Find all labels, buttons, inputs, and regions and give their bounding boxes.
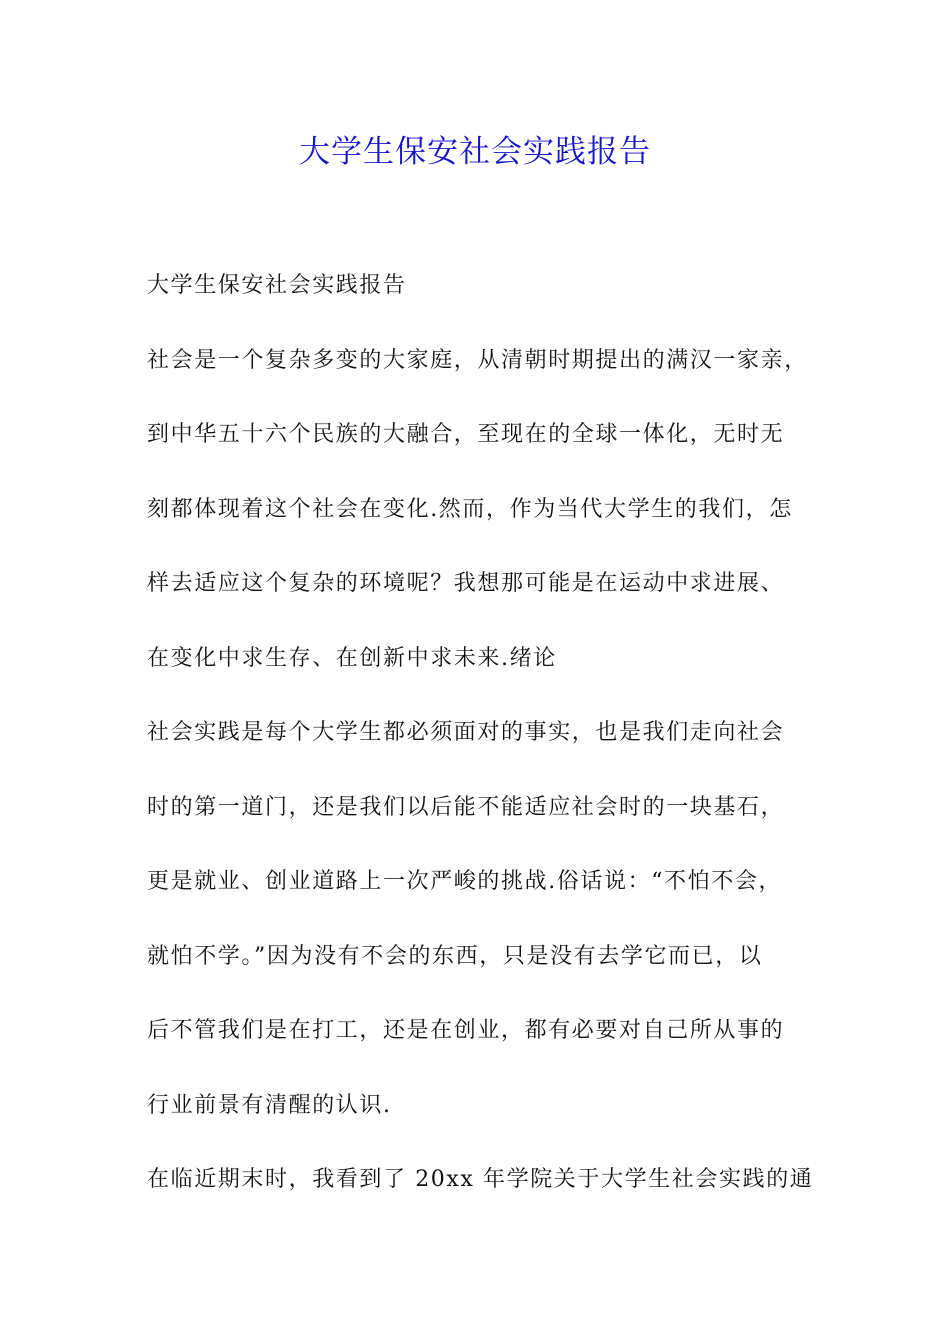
body-line: 社会是一个复杂多变的大家庭，从清朝时期提出的满汉一家亲， [147, 347, 808, 373]
body-line-subtitle: 大学生保安社会实践报告 [147, 273, 407, 298]
body-line: 行业前景有清醒的认识. [147, 1092, 392, 1118]
body-line: 后不管我们是在打工，还是在创业，都有必要对自己所从事的 [147, 1018, 785, 1043]
body-line: 就怕不学。”因为没有不会的东西，只是没有去学它而已，以 [147, 943, 763, 969]
body-line: 在临近期末时，我看到了 20xx 年学院关于大学生社会实践的通 [147, 1167, 814, 1192]
body-line: 到中华五十六个民族的大融合，至现在的全球一体化，无时无 [147, 422, 785, 447]
document-title: 大学生保安社会实践报告 [299, 134, 651, 170]
body-line: 时的第一道门，还是我们以后能不能适应社会时的一块基石， [147, 794, 785, 820]
body-line: 在变化中求生存、在创新中求未来.绪论 [147, 645, 557, 671]
body-line: 更是就业、创业道路上一次严峻的挑战.俗话说：“不怕不会， [147, 869, 783, 894]
body-line: 刻都体现着这个社会在变化.然而，作为当代大学生的我们，怎 [147, 496, 793, 522]
body-line: 社会实践是每个大学生都必须面对的事实，也是我们走向社会 [147, 720, 785, 745]
body-line: 样去适应这个复杂的环境呢？我想那可能是在运动中求进展、 [147, 571, 785, 596]
document-body [147, 266, 847, 1235]
